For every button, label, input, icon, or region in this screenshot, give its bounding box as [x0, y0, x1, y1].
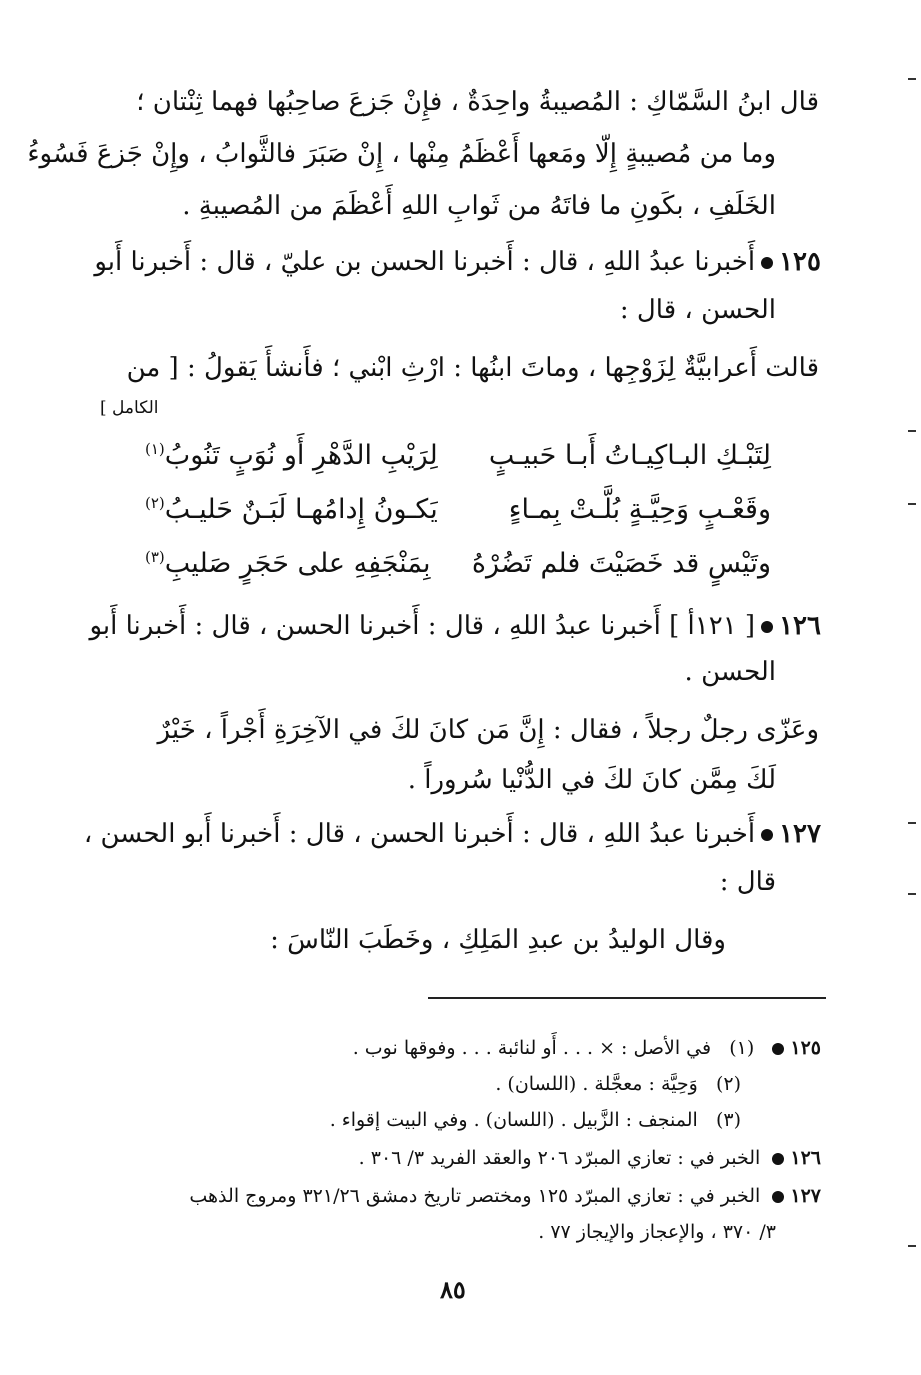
footnote-text: المنجف : الزَّبيل . (اللسان) . وفي البيت إقواء .: [329, 1109, 698, 1131]
footnote-number: ١٢٥: [790, 1037, 821, 1059]
paragraph-line: قال ابنُ السَّمّاكِ : المُصيبةُ واحِدَةٌ ، فإِنْ جَزعَ صاحِبُها فهما ثِنْتان ؛: [136, 87, 819, 117]
entry-text: أَخبرنا عبدُ اللهِ ، قال : أَخبرنا الحسن ، قال : أَخبرنا أَبو الحسن ،: [83, 819, 756, 849]
margin-mark: [908, 893, 916, 895]
verse-hemistich-right: لِتَبْـكِ البـاكِيـاتُ أَبـا حَبيـبٍ: [488, 440, 771, 471]
footnote-125-line: [353, 1030, 821, 1066]
footnote-number: ١٢٦: [790, 1147, 821, 1169]
footnote-line: [330, 1102, 741, 1138]
margin-mark: [908, 430, 916, 432]
entry-125-line: [94, 236, 821, 288]
page-number: ٨٥: [440, 1275, 466, 1304]
bullet-icon: [761, 829, 773, 841]
paragraph-line: الخَلَفِ ، بكَونِ ما فاتَهُ من ثَوابِ اللهِ أَعْظَمَ من المُصيبةِ .: [182, 191, 776, 221]
footnote-separator: [428, 997, 826, 999]
footnote-text: في الأصل : × . . . أَو لنائبة . . . وفوقها نوب .: [352, 1037, 712, 1059]
footnote-line: ٣/ ٣٧٠ ، والإعجاز والإيجاز ٧٧ .: [538, 1221, 776, 1243]
entry-127-line: [84, 808, 821, 860]
bullet-icon: [772, 1043, 784, 1055]
footnote-127-line: [189, 1178, 821, 1214]
entry-number: ١٢٧: [779, 819, 821, 849]
paragraph-line: وما من مُصيبةٍ إِلّا ومَعها أَعْظَمُ مِنْها ، إِنْ صَبَرَ فالثَّوابُ ، وإِنْ جَزعَ فَسُوءُ: [27, 139, 776, 169]
verse-hemistich-right: وقَعْـبٍ وَحِيَّـةٍ بُلَّـتْ بِمـاءٍ: [508, 494, 771, 525]
verse-text: لِرَيْبِ الدَّهْرِ أَو نُوَبٍ تَنُوبُ: [164, 440, 438, 471]
entry-number: ١٢٥: [779, 247, 821, 277]
footnote-126-line: [359, 1140, 821, 1176]
entry-126-line: [89, 600, 821, 652]
bullet-icon: [761, 257, 773, 269]
folio-reference: [ ١٢١أ ]: [669, 611, 756, 641]
footnote-text: الخبر في : تعازي المبرّد ١٢٥ ومختصر تاريخ دمشق ٣٢١/٢٦ ومروج الذهب: [189, 1185, 761, 1207]
footnote-text: الخبر في : تعازي المبرّد ٢٠٦ والعقد الفريد ٣/ ٣٠٦ .: [358, 1147, 761, 1169]
entry-text: أَخبرنا عبدُ اللهِ ، قال : أَخبرنا الحسن بن عليّ ، قال : أَخبرنا أَبو: [94, 247, 756, 277]
verse-hemistich-right: وتَيْسٍ قد خَصَيْتَ فلم تَضُرْهُ: [471, 548, 771, 579]
paragraph-line: وعَزّى رجلٌ رجلاً ، فقال : إِنَّ مَن كانَ لكَ في الآخِرَةِ أَجْراً ، خَيْرٌ: [157, 715, 819, 745]
verse-hemistich-left: [145, 494, 438, 525]
footnote-marker: (٢): [145, 494, 165, 512]
footnote-number: ١٢٧: [790, 1185, 821, 1207]
footnote-marker: (٣): [145, 548, 165, 566]
margin-mark: [908, 822, 916, 824]
verse-hemistich-left: [145, 548, 430, 579]
paragraph-line: لَكَ مِمَّن كانَ لكَ في الدُّنْيا سُروراً .: [407, 765, 776, 795]
margin-mark: [908, 78, 916, 80]
verse-hemistich-left: [145, 440, 438, 471]
meter-label: الكامل ]: [100, 398, 159, 418]
paragraph-line: قالت أَعرابيَّةٌ لِزَوْجِها ، وماتَ ابنُها : ارْثِ ابْني ؛ فأَنشأَ يَقولُ : [ من: [126, 353, 819, 383]
margin-mark: [908, 503, 916, 505]
entry-number: ١٢٦: [779, 611, 821, 641]
margin-mark: [908, 1245, 916, 1247]
footnote-line: [495, 1066, 741, 1102]
entry-text: أَخبرنا عبدُ اللهِ ، قال : أَخبرنا الحسن ، قال : أَخبرنا أَبو: [89, 611, 661, 641]
entry-line: الحسن .: [684, 657, 776, 687]
verse-text: يَكـونُ إِدامُهـا لَبَـنٌ حَليـبُ: [164, 494, 438, 525]
paragraph-line: وقال الوليدُ بن عبدِ المَلِكِ ، وخَطَبَ النّاسَ :: [270, 925, 726, 955]
bullet-icon: [772, 1153, 784, 1165]
footnote-marker: (١): [145, 440, 165, 458]
footnote-index: (١): [729, 1037, 755, 1059]
footnote-text: وَحِيَّة : معجَّلة . (اللسان) .: [495, 1073, 698, 1095]
entry-line: قال :: [719, 867, 776, 897]
bullet-icon: [761, 621, 773, 633]
footnote-index: (٢): [715, 1073, 741, 1095]
bullet-icon: [772, 1191, 784, 1203]
entry-line: الحسن ، قال :: [619, 295, 776, 325]
verse-text: بِمَنْجَفِهِ على حَجَرٍ صَليبِ: [164, 548, 431, 579]
footnote-index: (٣): [715, 1109, 741, 1131]
